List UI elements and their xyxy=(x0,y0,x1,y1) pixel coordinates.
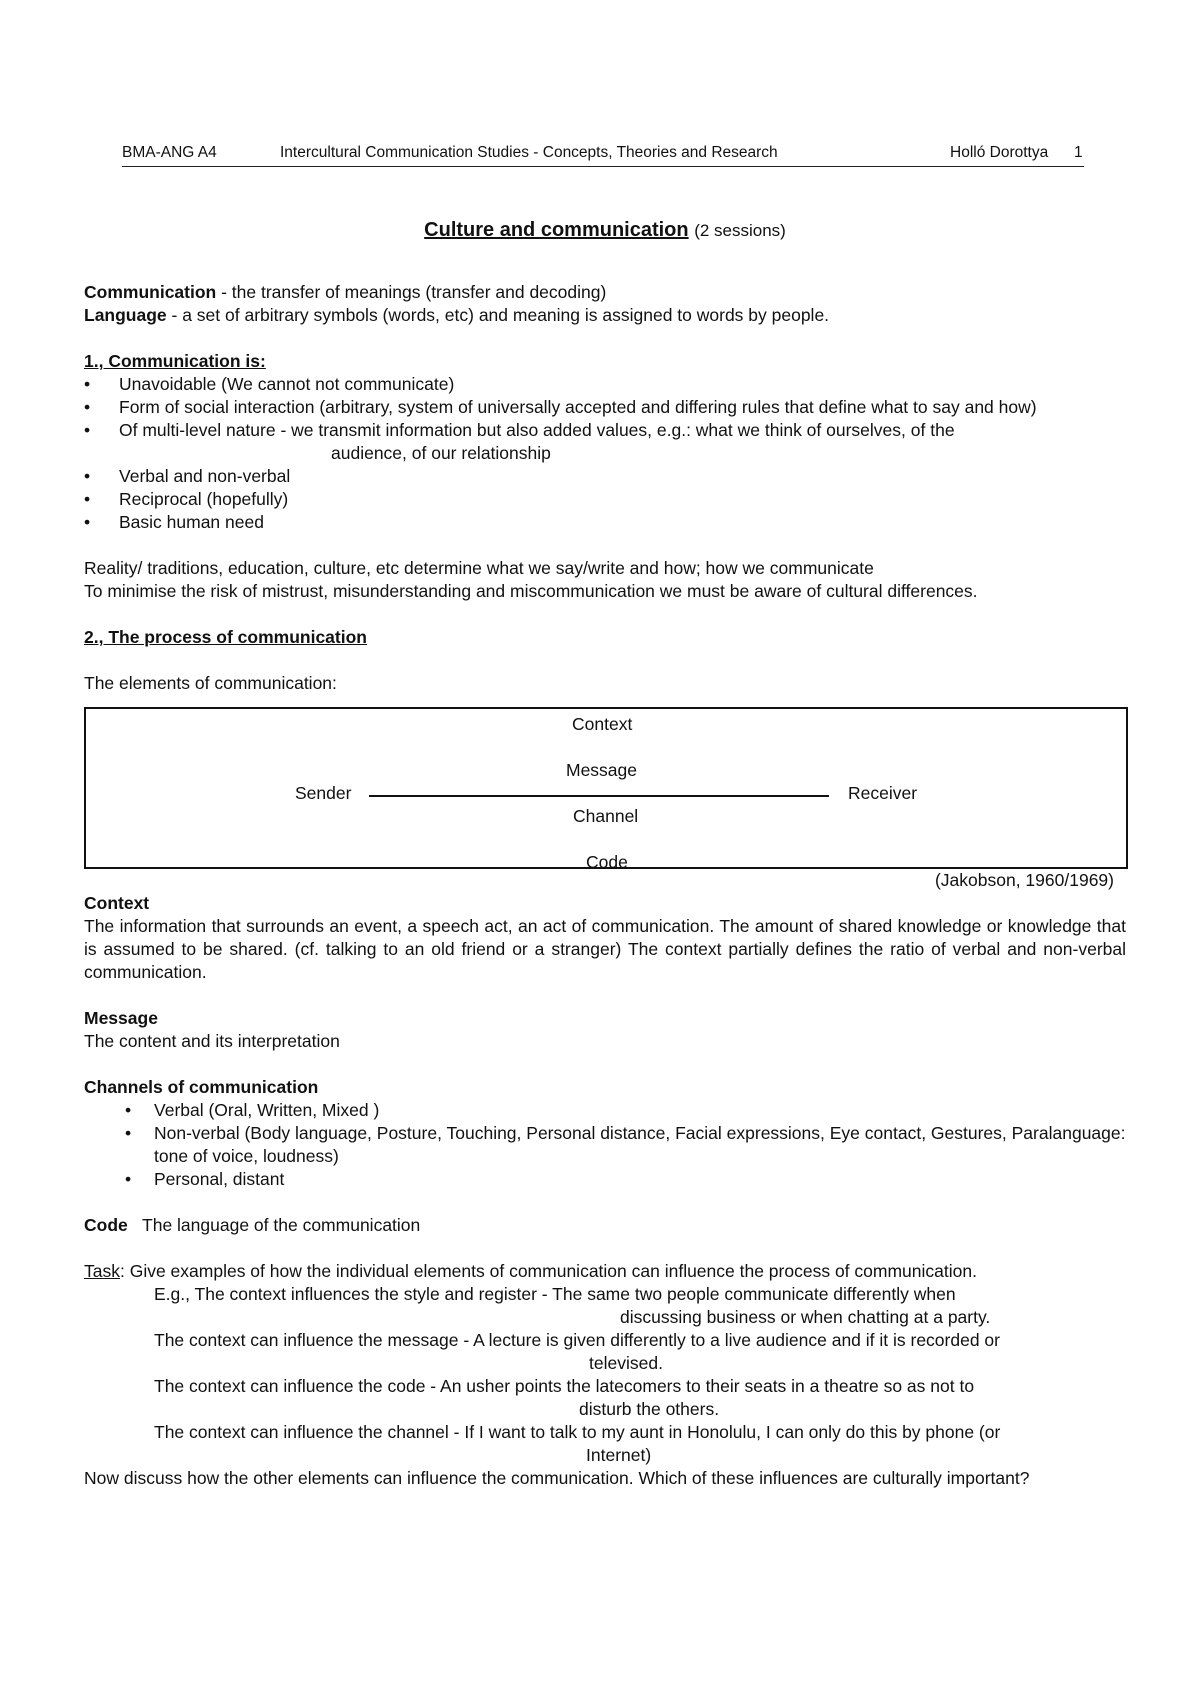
header-course-title: Intercultural Communication Studies - Concepts, Theories and Research xyxy=(280,144,778,161)
message-text: The content and its interpretation xyxy=(84,1031,340,1051)
channels-list xyxy=(84,1099,1126,1191)
task-example-line: The context can influence the code - An usher points the latecomers to their seats in a theatre so as not to xyxy=(154,1376,975,1396)
task-example-continuation: televised. xyxy=(589,1353,663,1373)
code-heading: Code xyxy=(84,1215,128,1235)
list-item: • Reciprocal (hopefully) xyxy=(84,488,1126,511)
elements-intro: The elements of communication: xyxy=(84,673,337,693)
definition-term: Communication xyxy=(84,282,217,302)
diagram-sender-label: Sender xyxy=(295,783,352,803)
header-course-code: BMA-ANG A4 xyxy=(122,144,217,161)
task-examples xyxy=(84,1283,1126,1467)
paragraph-minimise-risk: To minimise the risk of mistrust, misunderstanding and miscommunication we must be aware of cultural differences. xyxy=(84,581,978,601)
task-example xyxy=(154,1329,1126,1375)
diagram-message-label: Message xyxy=(566,760,638,780)
context-text: The information that surrounds an event, a speech act, an act of communication. The amount of shared knowledge or knowledge that is assumed to be shared. (cf. talking to an old friend or a stranger) The context partially defines the ratio of verbal and non-verbal communication. xyxy=(84,916,1126,982)
definition-term: Language xyxy=(84,305,167,325)
section-heading-1: 1., Communication is: xyxy=(84,351,266,371)
task-closing: Now discuss how the other elements can influence the communication. Which of these influences are culturally important? xyxy=(84,1468,1030,1488)
task-example-continuation: disturb the others. xyxy=(579,1399,720,1419)
task-example-continuation: discussing business or when chatting at a party. xyxy=(620,1307,991,1327)
header-page-number: 1 xyxy=(1074,144,1083,161)
diagram-connector-line xyxy=(369,795,829,797)
list-item: • Verbal (Oral, Written, Mixed ) xyxy=(84,1099,1126,1122)
diagram-receiver-label: Receiver xyxy=(848,783,918,803)
communication-model-diagram xyxy=(84,707,1128,872)
list-item: • Unavoidable (We cannot not communicate) xyxy=(84,373,1126,396)
list-item: • Personal, distant xyxy=(84,1168,1126,1191)
list-item-continuation: audience, of our relationship xyxy=(331,443,551,463)
diagram-code-label: Code xyxy=(586,852,628,872)
task-line xyxy=(84,1260,1126,1283)
header-author: Holló Dorottya xyxy=(950,144,1049,161)
code-text: The language of the communication xyxy=(142,1215,421,1235)
diagram-channel-label: Channel xyxy=(573,806,639,826)
task-text: : Give examples of how the individual elements of communication can influence the process of communication. xyxy=(119,1261,977,1281)
communication-is-list xyxy=(84,373,1126,534)
task-example-continuation: Internet) xyxy=(586,1445,652,1465)
list-item: • Non-verbal (Body language, Posture, Touching, Personal distance, Facial expressions, Eye contact, Gestures, Paralanguage: tone of voice, loudness) xyxy=(84,1122,1126,1168)
task-example-line: E.g., The context influences the style and register - The same two people communicate differently when xyxy=(154,1284,956,1304)
page-title xyxy=(84,217,1126,244)
context-heading xyxy=(84,892,1126,915)
definition-text: - the transfer of meanings (transfer and decoding) xyxy=(216,282,607,302)
definition-text: - a set of arbitrary symbols (words, etc) and meaning is assigned to words by people. xyxy=(166,305,830,325)
message-heading xyxy=(84,1007,1126,1030)
task-example xyxy=(154,1421,1126,1467)
channels-heading xyxy=(84,1076,1126,1099)
task-example-line: The context can influence the message - A lecture is given differently to a live audience and if it is recorded or xyxy=(154,1330,1000,1350)
list-item: • Form of social interaction (arbitrary, system of universally accepted and differing rules that define what to say and how) xyxy=(84,396,1126,419)
title-main: Culture and communication xyxy=(424,219,689,241)
list-item-text: Of multi-level nature - we transmit information but also added values, e.g.: what we think of ourselves, of the xyxy=(119,420,955,440)
message-heading-text: Message xyxy=(84,1008,158,1028)
list-item: • Basic human need xyxy=(84,511,1126,534)
context-heading-text: Context xyxy=(84,893,150,913)
title-sub: (2 sessions) xyxy=(694,221,786,240)
page-header xyxy=(122,142,1084,167)
task-example xyxy=(154,1283,1126,1329)
task-example xyxy=(154,1375,1126,1421)
channels-heading-text: Channels of communication xyxy=(84,1077,319,1097)
list-item: • Verbal and non-verbal xyxy=(84,465,1126,488)
diagram-citation: (Jakobson, 1960/1969) xyxy=(934,870,1114,890)
section-heading-2: 2., The process of communication xyxy=(84,627,367,647)
code-line xyxy=(84,1214,1126,1237)
paragraph-reality: Reality/ traditions, education, culture, etc determine what we say/write and how; how we communicate xyxy=(84,558,874,578)
document-body xyxy=(84,217,1126,1490)
task-label: Task xyxy=(84,1261,120,1281)
definition-language xyxy=(84,304,1126,327)
diagram-context-label: Context xyxy=(572,714,633,734)
list-item xyxy=(84,419,1126,465)
task-example-line: The context can influence the channel - If I want to talk to my aunt in Honolulu, I can only do this by phone (or xyxy=(154,1422,1001,1442)
definition-communication xyxy=(84,281,1126,304)
